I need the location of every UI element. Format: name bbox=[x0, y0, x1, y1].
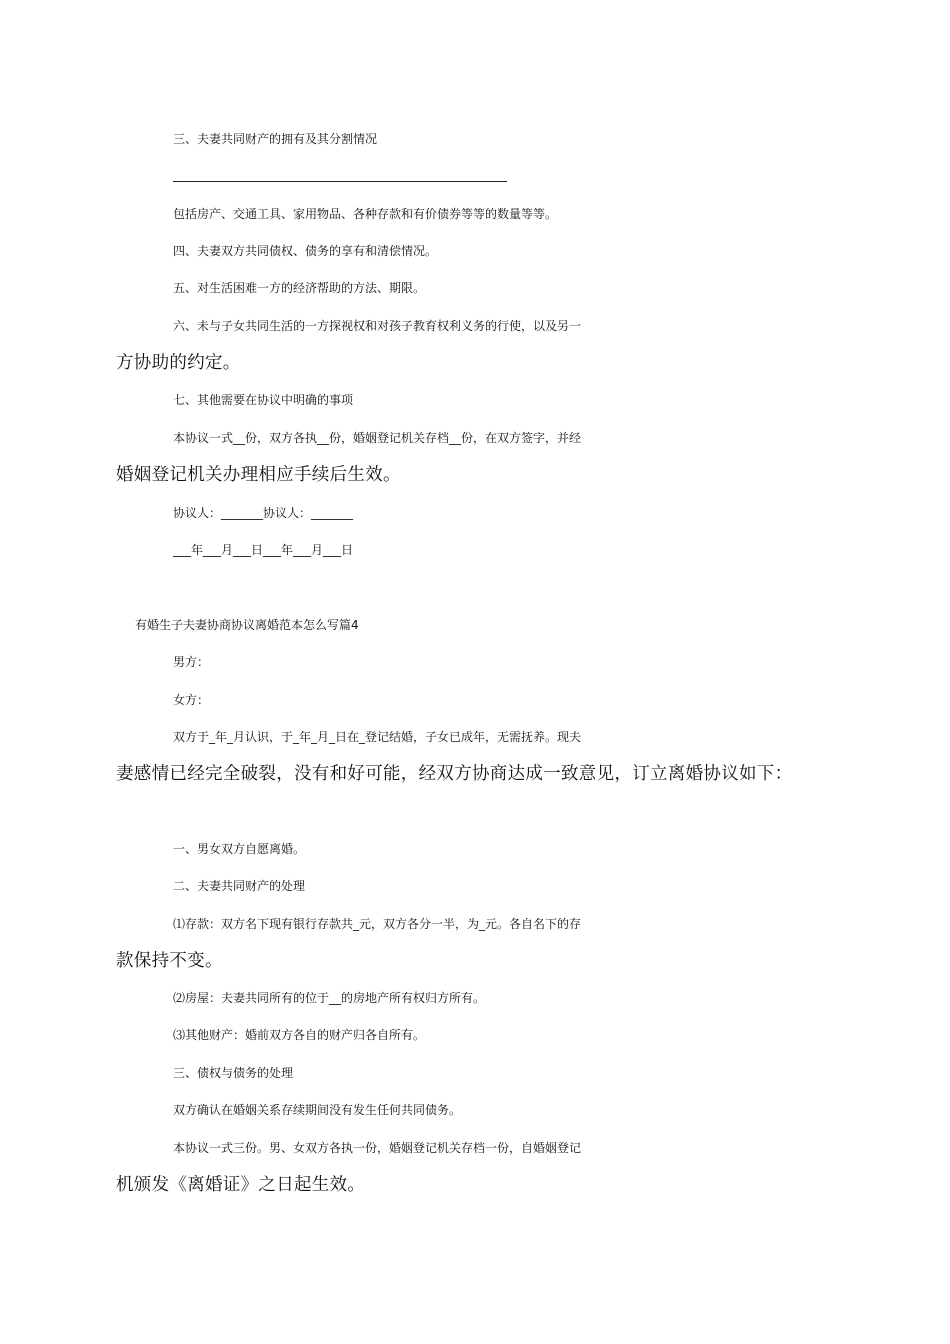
copies-line-1: 本协议一式__份，双方各执__份，婚姻登记机关存档__份，在双方签字，并经 bbox=[173, 431, 582, 445]
dates-line: ___年___月___日___年___月___日 bbox=[173, 543, 354, 557]
section-3-heading: 三、夫妻共同财产的拥有及其分割情况 bbox=[173, 132, 378, 146]
item-3: 三、债权与债务的处理 bbox=[173, 1066, 294, 1080]
section-3-detail: 包括房产、交通工具、家用物品、各种存款和有价债券等等的数量等等。 bbox=[173, 207, 558, 221]
section-7: 七、其他需要在协议中明确的事项 bbox=[173, 393, 354, 407]
section-4: 四、夫妻双方共同债权、债务的享有和清偿情况。 bbox=[173, 244, 438, 258]
copies-line-2: 婚姻登记机关办理相应手续后生效。 bbox=[116, 465, 401, 485]
section-5: 五、对生活困难一方的经济帮助的方法、期限。 bbox=[173, 281, 426, 295]
signers-line: 协议人：_______协议人：_______ bbox=[173, 506, 354, 520]
deposit-line-1: ⑴存款：双方名下现有银行存款共_元，双方各分一半，为_元。各自名下的存 bbox=[173, 917, 582, 931]
item-2: 二、夫妻共同财产的处理 bbox=[173, 879, 306, 893]
final-line-1: 本协议一式三份。男、女双方各执一份，婚姻登记机关存档一份，自婚姻登记 bbox=[173, 1141, 582, 1155]
male-party: 男方： bbox=[173, 655, 210, 669]
house-clause: ⑵房屋：夫妻共同所有的位于__的房地产所有权归方所有。 bbox=[173, 991, 486, 1005]
section-6-line-1: 六、未与子女共同生活的一方探视权和对孩子教育权利义务的行使，以及另一 bbox=[173, 319, 582, 333]
section-6-line-2: 方协助的约定。 bbox=[116, 353, 241, 373]
other-property-clause: ⑶其他财产：婚前双方各自的财产归各自所有。 bbox=[173, 1028, 426, 1042]
female-party: 女方： bbox=[173, 693, 210, 707]
deposit-line-2: 款保持不变。 bbox=[116, 951, 223, 971]
item-1: 一、男女双方自愿离婚。 bbox=[173, 842, 306, 856]
intro-line-2: 妻感情已经完全破裂，没有和好可能，经双方协商达成一致意见，订立离婚协议如下： bbox=[116, 764, 793, 784]
debt-clause: 双方确认在婚姻关系存续期间没有发生任何共同债务。 bbox=[173, 1103, 462, 1117]
fill-in-blank-line bbox=[173, 181, 507, 182]
final-line-2: 机颁发《离婚证》之日起生效。 bbox=[116, 1175, 366, 1195]
intro-line-1: 双方于_年_月认识，于_年_月_日在_登记结婚，子女已成年，无需抚养。现夫 bbox=[173, 730, 582, 744]
article-title: 有婚生子夫妻协商协议离婚范本怎么写篇4 bbox=[135, 618, 359, 632]
